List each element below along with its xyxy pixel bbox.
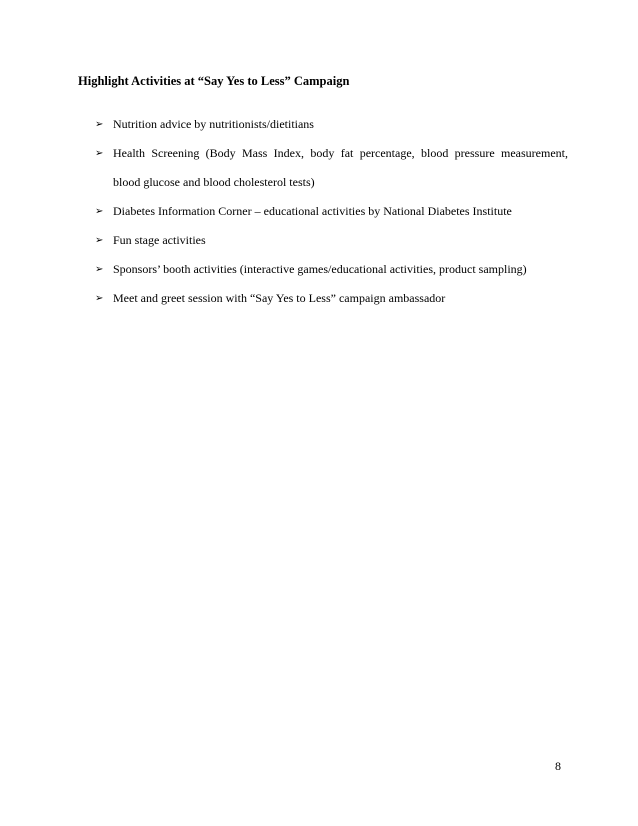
list-item	[95, 226, 575, 255]
list-item	[95, 284, 575, 313]
list-item-text: Meet and greet session with “Say Yes to Less” campaign ambassador	[113, 291, 446, 305]
page-number: 8	[555, 759, 561, 773]
list-item-text: Nutrition advice by nutritionists/dietitians	[113, 117, 314, 131]
arrow-bullet-icon: ➢	[95, 148, 104, 159]
arrow-bullet-icon: ➢	[95, 206, 104, 217]
list-item-text-line1: Health Screening (Body Mass Index, body fat percentage, blood pressure measurement,	[113, 146, 568, 160]
arrow-bullet-icon: ➢	[95, 264, 104, 275]
arrow-bullet-icon: ➢	[95, 293, 104, 304]
arrow-bullet-icon: ➢	[95, 235, 104, 246]
section-heading: Highlight Activities at “Say Yes to Less” Campaign	[78, 74, 350, 88]
list-item-text: Diabetes Information Corner – educational activities by National Diabetes Institute	[113, 204, 512, 218]
arrow-bullet-icon: ➢	[95, 119, 104, 130]
list-item	[95, 139, 575, 197]
list-item-text: Sponsors’ booth activities (interactive games/educational activities, product sampling)	[113, 262, 527, 276]
list-item-text-line2: blood glucose and blood cholesterol tests)	[113, 175, 315, 189]
list-item	[95, 110, 575, 139]
list-item	[95, 255, 575, 284]
activities-list	[95, 110, 575, 313]
list-item-text: Fun stage activities	[113, 233, 206, 247]
list-item	[95, 197, 575, 226]
